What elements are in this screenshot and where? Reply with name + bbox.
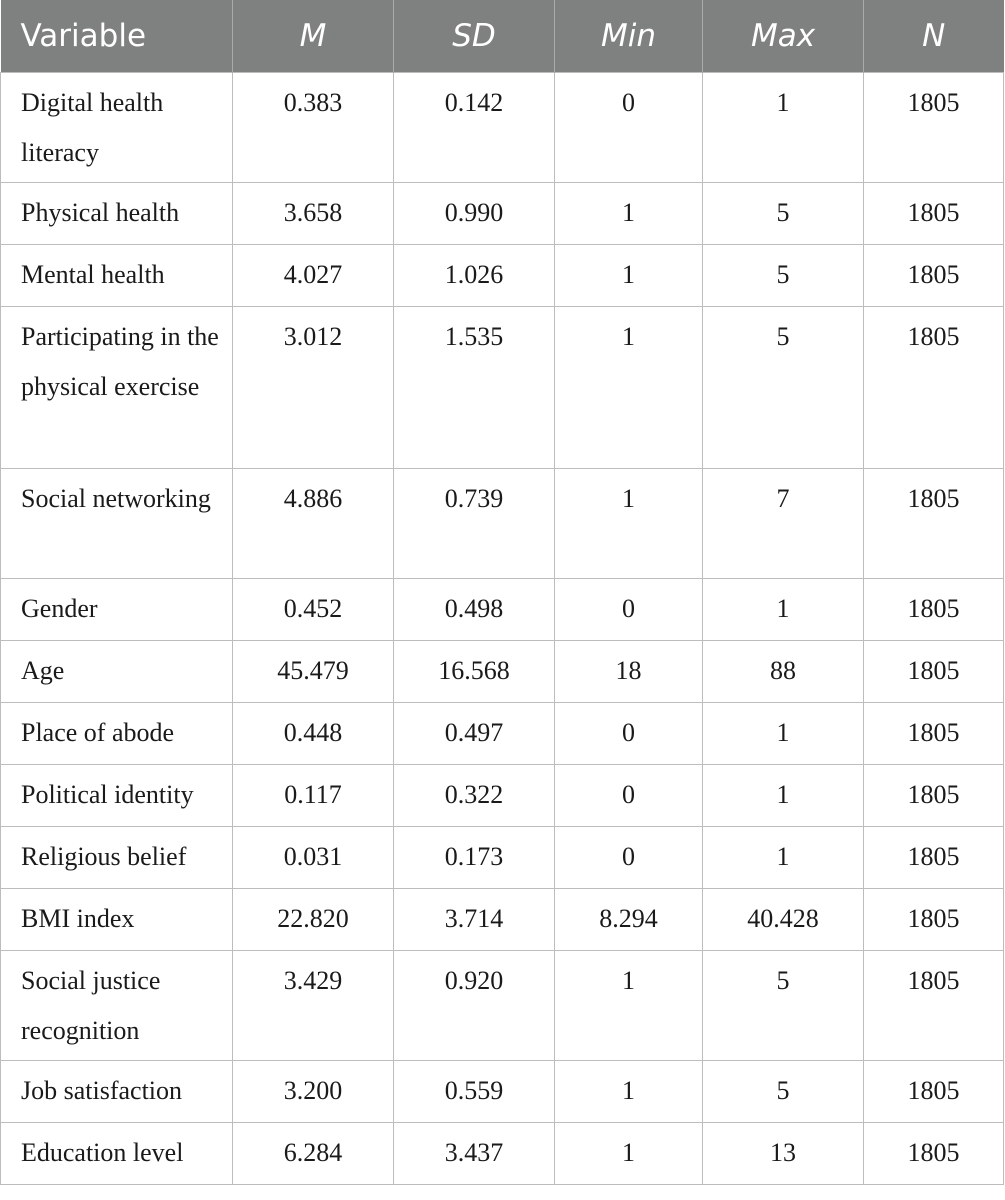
header-min: Min [555, 0, 703, 73]
cell-min: 1 [555, 1123, 703, 1185]
cell-max: 13 [703, 1123, 864, 1185]
cell-sd: 0.173 [394, 827, 555, 889]
cell-sd: 0.990 [394, 183, 555, 245]
table-row [1, 245, 1004, 307]
table-body [1, 73, 1004, 1185]
cell-max: 1 [703, 703, 864, 765]
table-row [1, 641, 1004, 703]
cell-mean: 0.383 [233, 73, 394, 183]
cell-n: 1805 [864, 827, 1004, 889]
cell-min: 0 [555, 579, 703, 641]
cell-max: 1 [703, 579, 864, 641]
cell-variable: Age [1, 641, 233, 703]
cell-n: 1805 [864, 245, 1004, 307]
cell-mean: 4.027 [233, 245, 394, 307]
table-row [1, 183, 1004, 245]
table-row [1, 1123, 1004, 1185]
cell-mean: 0.031 [233, 827, 394, 889]
cell-min: 18 [555, 641, 703, 703]
cell-variable: Education level [1, 1123, 233, 1185]
cell-mean: 3.658 [233, 183, 394, 245]
cell-min: 1 [555, 183, 703, 245]
header-variable: Variable [1, 0, 233, 73]
cell-n: 1805 [864, 1123, 1004, 1185]
cell-mean: 6.284 [233, 1123, 394, 1185]
cell-max: 1 [703, 73, 864, 183]
cell-min: 0 [555, 765, 703, 827]
header-max: Max [703, 0, 864, 73]
cell-n: 1805 [864, 703, 1004, 765]
cell-variable: Religious belief [1, 827, 233, 889]
header-row [1, 0, 1004, 73]
header-sd: SD [394, 0, 555, 73]
cell-max: 5 [703, 183, 864, 245]
cell-variable: Social networking [1, 469, 233, 579]
table-row [1, 827, 1004, 889]
cell-variable: Participating in the physical exercise [1, 307, 233, 469]
cell-min: 1 [555, 951, 703, 1061]
cell-min: 1 [555, 245, 703, 307]
cell-mean: 4.886 [233, 469, 394, 579]
cell-max: 40.428 [703, 889, 864, 951]
cell-min: 0 [555, 703, 703, 765]
cell-sd: 3.714 [394, 889, 555, 951]
cell-min: 1 [555, 1061, 703, 1123]
cell-max: 7 [703, 469, 864, 579]
cell-sd: 0.498 [394, 579, 555, 641]
table-row [1, 1061, 1004, 1123]
cell-n: 1805 [864, 641, 1004, 703]
cell-sd: 0.322 [394, 765, 555, 827]
cell-min: 0 [555, 73, 703, 183]
cell-sd: 1.535 [394, 307, 555, 469]
cell-sd: 1.026 [394, 245, 555, 307]
table-row [1, 951, 1004, 1061]
cell-sd: 3.437 [394, 1123, 555, 1185]
table-row [1, 469, 1004, 579]
cell-n: 1805 [864, 765, 1004, 827]
cell-sd: 0.920 [394, 951, 555, 1061]
cell-variable: Job satisfaction [1, 1061, 233, 1123]
cell-n: 1805 [864, 73, 1004, 183]
cell-mean: 3.429 [233, 951, 394, 1061]
cell-max: 5 [703, 951, 864, 1061]
header-n: N [864, 0, 1004, 73]
cell-min: 0 [555, 827, 703, 889]
cell-mean: 45.479 [233, 641, 394, 703]
cell-max: 1 [703, 765, 864, 827]
table-row [1, 889, 1004, 951]
cell-max: 1 [703, 827, 864, 889]
cell-max: 88 [703, 641, 864, 703]
cell-mean: 0.452 [233, 579, 394, 641]
cell-variable: Physical health [1, 183, 233, 245]
cell-mean: 22.820 [233, 889, 394, 951]
cell-mean: 0.448 [233, 703, 394, 765]
cell-sd: 0.142 [394, 73, 555, 183]
cell-n: 1805 [864, 951, 1004, 1061]
cell-variable: Political identity [1, 765, 233, 827]
cell-max: 5 [703, 245, 864, 307]
cell-n: 1805 [864, 183, 1004, 245]
cell-variable: Gender [1, 579, 233, 641]
cell-min: 1 [555, 307, 703, 469]
cell-n: 1805 [864, 889, 1004, 951]
cell-n: 1805 [864, 1061, 1004, 1123]
cell-variable: Mental health [1, 245, 233, 307]
table-row [1, 765, 1004, 827]
table-row [1, 703, 1004, 765]
cell-min: 8.294 [555, 889, 703, 951]
cell-n: 1805 [864, 469, 1004, 579]
header-mean: M [233, 0, 394, 73]
cell-sd: 16.568 [394, 641, 555, 703]
table-header [1, 0, 1004, 73]
cell-variable: BMI index [1, 889, 233, 951]
cell-variable: Place of abode [1, 703, 233, 765]
table-row [1, 307, 1004, 469]
cell-n: 1805 [864, 579, 1004, 641]
cell-variable: Digital health literacy [1, 73, 233, 183]
cell-sd: 0.497 [394, 703, 555, 765]
cell-mean: 3.200 [233, 1061, 394, 1123]
cell-min: 1 [555, 469, 703, 579]
cell-n: 1805 [864, 307, 1004, 469]
cell-mean: 0.117 [233, 765, 394, 827]
table-row [1, 73, 1004, 183]
cell-mean: 3.012 [233, 307, 394, 469]
cell-sd: 0.739 [394, 469, 555, 579]
cell-max: 5 [703, 307, 864, 469]
table-row [1, 579, 1004, 641]
cell-variable: Social justice recognition [1, 951, 233, 1061]
cell-max: 5 [703, 1061, 864, 1123]
cell-sd: 0.559 [394, 1061, 555, 1123]
